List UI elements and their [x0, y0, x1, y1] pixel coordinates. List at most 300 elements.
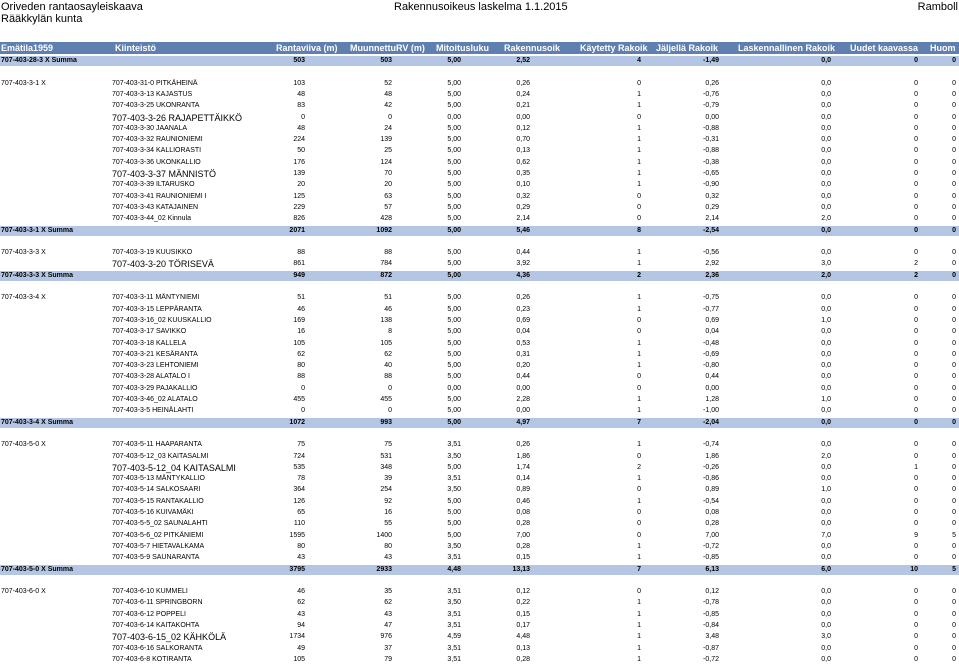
- cell-col-10: 0: [952, 486, 956, 494]
- cell-col-9: 0: [914, 441, 918, 449]
- cell-col-2: 949: [293, 271, 305, 279]
- cell-col-9: 0: [914, 181, 918, 189]
- table-row: [0, 542, 959, 552]
- cell-col-9: 0: [914, 486, 918, 494]
- cell-col-3: 80: [384, 542, 392, 550]
- cell-col-7: -0,56: [703, 249, 719, 257]
- cell-col-4: 5,00: [447, 316, 461, 324]
- cell-col-2: 50: [297, 147, 305, 155]
- cell-col-0: 707-403-5-0 X Summa: [1, 565, 73, 573]
- cell-col-3: 43: [384, 610, 392, 618]
- cell-col-3: 43: [384, 554, 392, 562]
- cell-col-5: 0,04: [516, 328, 530, 336]
- cell-col-9: 0: [914, 294, 918, 302]
- cell-col-6: 1: [637, 181, 641, 189]
- cell-col-1: 707-403-3-28 ALATALO I: [112, 373, 190, 381]
- cell-col-4: 5,00: [447, 271, 461, 279]
- cell-col-7: 2,92: [705, 260, 719, 268]
- cell-col-5: 0,15: [516, 610, 530, 618]
- cell-col-9: 0: [914, 622, 918, 629]
- cell-col-8: 0,0: [821, 509, 831, 516]
- table-row: [0, 113, 959, 123]
- cell-col-10: 0: [952, 260, 956, 268]
- cell-col-0: 707-403-3-1 X: [1, 79, 46, 87]
- cell-col-6: 1: [637, 475, 641, 483]
- cell-col-2: 0: [301, 407, 305, 415]
- cell-col-2: 105: [293, 339, 305, 347]
- cell-col-8: 0,0: [821, 203, 831, 211]
- cell-col-6: 1: [637, 350, 641, 358]
- cell-col-4: 0,00: [447, 113, 461, 121]
- cell-col-2: 80: [297, 362, 305, 370]
- cell-col-4: 5,00: [447, 124, 461, 132]
- cell-col-6: 1: [637, 633, 641, 641]
- cell-col-7: -0,85: [703, 554, 719, 562]
- cell-col-2: 43: [297, 554, 305, 562]
- cell-col-10: 0: [952, 610, 956, 618]
- spacer-row: [0, 282, 959, 292]
- cell-col-5: 0,12: [516, 124, 530, 132]
- cell-col-3: 48: [384, 90, 392, 98]
- cell-col-2: 46: [297, 588, 305, 596]
- cell-col-6: 0: [637, 531, 641, 539]
- cell-col-8: 2,0: [821, 452, 831, 460]
- table-row: [0, 497, 959, 507]
- cell-col-3: 24: [384, 124, 392, 132]
- cell-col-3: 75: [384, 441, 392, 449]
- cell-col-3: 70: [384, 170, 392, 177]
- cell-col-5: 2,14: [516, 215, 530, 223]
- cell-col-10: 0: [952, 181, 956, 189]
- cell-col-4: 5,00: [447, 520, 461, 528]
- cell-col-6: 0: [637, 192, 641, 200]
- cell-col-4: 3,51: [447, 554, 461, 562]
- cell-col-5: 0,22: [516, 599, 530, 607]
- cell-col-2: 535: [293, 463, 305, 471]
- cell-col-3: 20: [384, 181, 392, 189]
- cell-col-3: 51: [384, 294, 392, 302]
- cell-col-8: 0,0: [821, 328, 831, 336]
- cell-col-4: 5,00: [447, 463, 461, 471]
- cell-col-4: 3,50: [447, 542, 461, 550]
- cell-col-7: -0,65: [703, 170, 719, 177]
- cell-col-10: 0: [952, 407, 956, 415]
- cell-col-10: 0: [952, 373, 956, 381]
- cell-col-10: 0: [952, 622, 956, 629]
- cell-col-4: 3,51: [447, 588, 461, 596]
- cell-col-6: 0: [637, 520, 641, 528]
- cell-col-9: 0: [914, 203, 918, 211]
- cell-col-5: 0,44: [516, 249, 530, 257]
- cell-col-7: 2,36: [705, 271, 719, 279]
- cell-col-2: 20: [297, 181, 305, 189]
- spacer-row: [0, 429, 959, 439]
- cell-col-5: 0,29: [516, 203, 530, 211]
- cell-col-8: 0,0: [821, 339, 831, 347]
- cell-col-1: 707-403-3-16_02 KUUSKALLIO: [112, 316, 212, 324]
- cell-col-5: 0,69: [516, 316, 530, 324]
- table-row: [0, 192, 959, 202]
- cell-col-7: 0,44: [705, 373, 719, 381]
- cell-col-1: 707-403-6-14 KAITAKOHTA: [112, 622, 200, 629]
- cell-col-8: 0,0: [821, 113, 831, 121]
- cell-col-10: 0: [952, 633, 956, 641]
- cell-col-8: 1,0: [821, 486, 831, 494]
- cell-col-9: 0: [914, 554, 918, 562]
- cell-col-3: 2933: [376, 565, 392, 573]
- cell-col-1: 707-403-3-36 UKONKALLIO: [112, 158, 201, 166]
- cell-col-3: 46: [384, 305, 392, 313]
- cell-col-9: 0: [914, 497, 918, 505]
- cell-col-1: 707-403-6-10 KUMMELI: [112, 588, 188, 596]
- cell-col-7: 3,48: [705, 633, 719, 641]
- cell-col-3: 88: [384, 373, 392, 381]
- cell-col-10: 0: [952, 305, 956, 313]
- cell-col-0: 707-403-6-0 X: [1, 588, 46, 596]
- cell-col-3: 88: [384, 249, 392, 257]
- cell-col-10: 0: [952, 396, 956, 403]
- cell-col-2: 826: [293, 215, 305, 223]
- cell-col-5: 0,28: [516, 520, 530, 528]
- cell-col-8: 0,0: [821, 622, 831, 629]
- cell-col-9: 0: [914, 644, 918, 652]
- cell-col-10: 0: [952, 542, 956, 550]
- cell-col-1: 707-403-3-21 KESÄRANTA: [112, 350, 198, 358]
- cell-col-10: 0: [952, 554, 956, 562]
- cell-col-8: 1,0: [821, 396, 831, 403]
- cell-col-1: 707-403-3-25 UKONRANTA: [112, 102, 200, 110]
- cell-col-1: 707-403-5-12_03 KAITASALMI: [112, 452, 209, 460]
- cell-col-3: 79: [384, 655, 392, 663]
- cell-col-3: 39: [384, 475, 392, 483]
- cell-col-3: 62: [384, 350, 392, 358]
- cell-col-2: 48: [297, 124, 305, 132]
- cell-col-1: 707-403-5-14 SALKOSAARI: [112, 486, 201, 494]
- cell-col-0: 707-403-3-3 X: [1, 249, 46, 257]
- cell-col-10: 0: [952, 452, 956, 460]
- cell-col-3: 0: [388, 384, 392, 392]
- cell-col-10: 0: [952, 339, 956, 347]
- cell-col-2: 2071: [289, 226, 305, 234]
- cell-col-1: 707-403-3-39 ILTARUSKO: [112, 181, 195, 189]
- table-row: [0, 316, 959, 326]
- cell-col-6: 1: [637, 655, 641, 663]
- cell-col-10: 0: [952, 102, 956, 110]
- cell-col-3: 8: [388, 328, 392, 336]
- cell-col-2: 455: [293, 396, 305, 403]
- cell-col-3: 976: [380, 633, 392, 641]
- cell-col-4: 5,00: [447, 531, 461, 539]
- cell-col-10: 0: [952, 644, 956, 652]
- cell-col-4: 5,00: [447, 350, 461, 358]
- cell-col-3: 63: [384, 192, 392, 200]
- cell-col-1: 707-403-3-34 KALLIORASTI: [112, 147, 202, 155]
- cell-col-6: 0: [637, 328, 641, 336]
- cell-col-3: 531: [380, 452, 392, 460]
- cell-col-7: -0,86: [703, 475, 719, 483]
- cell-col-7: 0,28: [705, 520, 719, 528]
- cell-col-5: 3,92: [516, 260, 530, 268]
- cell-col-9: 0: [914, 113, 918, 121]
- cell-col-10: 0: [952, 316, 956, 324]
- cell-col-5: 0,13: [516, 644, 530, 652]
- cell-col-8: 0,0: [821, 181, 831, 189]
- cell-col-6: 0: [637, 588, 641, 596]
- cell-col-5: 1,74: [516, 463, 530, 471]
- cell-col-9: 0: [914, 509, 918, 516]
- table-row: [0, 350, 959, 360]
- cell-col-1: 707-403-3-11 MÄNTYNIEMI: [112, 294, 200, 302]
- cell-col-8: 0,0: [821, 610, 831, 618]
- cell-col-0: 707-403-3-4 X Summa: [1, 418, 73, 426]
- cell-col-4: 5,00: [447, 407, 461, 415]
- cell-col-10: 0: [952, 418, 956, 426]
- summary-row: [0, 226, 959, 236]
- cell-col-10: 0: [952, 57, 956, 64]
- cell-col-9: 0: [914, 418, 918, 426]
- cell-col-7: 7,00: [705, 531, 719, 539]
- cell-col-10: 0: [952, 655, 956, 663]
- cell-col-4: 3,51: [447, 655, 461, 663]
- cell-col-6: 1: [637, 136, 641, 144]
- cell-col-1: 707-403-3-23 LEHTONIEMI: [112, 362, 199, 370]
- cell-col-6: 1: [637, 102, 641, 110]
- cell-col-6: 0: [637, 373, 641, 381]
- cell-col-3: 138: [380, 316, 392, 324]
- summary-row: [0, 565, 959, 575]
- cell-col-1: 707-403-5-7 HIETAVALKAMA: [112, 542, 205, 550]
- table-row: [0, 655, 959, 665]
- cell-col-1: 707-403-3-15 LEPPÄRANTA: [112, 305, 202, 313]
- cell-col-3: 62: [384, 599, 392, 607]
- cell-col-8: 0,0: [821, 497, 831, 505]
- cell-col-7: -0,69: [703, 350, 719, 358]
- cell-col-7: -0,31: [703, 136, 719, 144]
- cell-col-7: 0,26: [705, 79, 719, 87]
- cell-col-1: 707-403-3-19 KUUSIKKO: [112, 249, 193, 257]
- cell-col-8: 0,0: [821, 90, 831, 98]
- cell-col-4: 5,00: [447, 203, 461, 211]
- cell-col-8: 0,0: [821, 407, 831, 415]
- cell-col-5: 0,89: [516, 486, 530, 494]
- cell-col-6: 0: [637, 486, 641, 494]
- cell-col-9: 0: [914, 305, 918, 313]
- cell-col-4: 5,00: [447, 328, 461, 336]
- cell-col-8: 0,0: [821, 441, 831, 449]
- cell-col-4: 5,00: [447, 79, 461, 87]
- cell-col-9: 0: [914, 362, 918, 370]
- cell-col-7: -0,74: [703, 441, 719, 449]
- cell-col-9: 0: [914, 170, 918, 177]
- cell-col-2: 125: [293, 192, 305, 200]
- cell-col-4: 5,00: [447, 509, 461, 516]
- column-header: MuunnettuRV (m): [350, 43, 425, 53]
- cell-col-4: 5,00: [447, 57, 461, 64]
- cell-col-6: 1: [637, 90, 641, 98]
- cell-col-8: 0,0: [821, 124, 831, 132]
- cell-col-5: 0,46: [516, 497, 530, 505]
- cell-col-6: 7: [637, 565, 641, 573]
- cell-col-5: 0,14: [516, 475, 530, 483]
- cell-col-9: 0: [914, 79, 918, 87]
- cell-col-9: 10: [910, 565, 918, 573]
- cell-col-9: 2: [914, 260, 918, 268]
- cell-col-10: 0: [952, 158, 956, 166]
- cell-col-3: 105: [380, 339, 392, 347]
- cell-col-2: 94: [297, 622, 305, 629]
- cell-col-4: 3,51: [447, 622, 461, 629]
- cell-col-7: -2,54: [703, 226, 719, 234]
- table-row: [0, 587, 959, 597]
- cell-col-0: 707-403-3-3 X Summa: [1, 271, 73, 279]
- cell-col-9: 0: [914, 655, 918, 663]
- cell-col-9: 0: [914, 599, 918, 607]
- cell-col-8: 6,0: [821, 565, 831, 573]
- cell-col-3: 0: [388, 407, 392, 415]
- cell-col-9: 0: [914, 57, 918, 64]
- table-row: [0, 395, 959, 405]
- cell-col-7: -2,04: [703, 418, 719, 426]
- column-header: Käytetty Rakoik: [580, 43, 648, 53]
- cell-col-6: 1: [637, 441, 641, 449]
- cell-col-10: 0: [952, 136, 956, 144]
- cell-col-6: 1: [637, 407, 641, 415]
- cell-col-9: 0: [914, 339, 918, 347]
- cell-col-1: 707-403-6-11 SPRINGBORN: [112, 599, 203, 607]
- cell-col-10: 5: [952, 531, 956, 539]
- cell-col-1: 707-403-5-5_02 SAUNALAHTI: [112, 520, 208, 528]
- table-row: [0, 452, 959, 462]
- cell-col-7: 0,04: [705, 328, 719, 336]
- cell-col-3: 455: [380, 396, 392, 403]
- cell-col-6: 0: [637, 384, 641, 392]
- cell-col-8: 0,0: [821, 249, 831, 257]
- cell-col-5: 0,28: [516, 542, 530, 550]
- cell-col-4: 5,00: [447, 418, 461, 426]
- cell-col-8: 2,0: [821, 271, 831, 279]
- cell-col-1: 707-403-5-12_04 KAITASALMI: [112, 462, 236, 473]
- table-row: [0, 598, 959, 608]
- table-row: [0, 485, 959, 495]
- cell-col-5: 0,15: [516, 554, 530, 562]
- cell-col-1: 707-403-5-11 HAAPARANTA: [112, 441, 202, 449]
- cell-col-1: 707-403-5-13 MÄNTYKALLIO: [112, 475, 205, 483]
- cell-col-8: 0,0: [821, 158, 831, 166]
- table-row: [0, 124, 959, 134]
- column-header: Mitoitusluku: [436, 43, 489, 53]
- cell-col-5: 4,48: [516, 633, 530, 641]
- cell-col-10: 0: [952, 350, 956, 358]
- cell-col-9: 0: [914, 124, 918, 132]
- cell-col-4: 5,00: [447, 226, 461, 234]
- cell-col-6: 1: [637, 305, 641, 313]
- spacer-row: [0, 237, 959, 247]
- cell-col-8: 0,0: [821, 554, 831, 562]
- table-row: [0, 101, 959, 111]
- cell-col-6: 1: [637, 362, 641, 370]
- table-row: [0, 644, 959, 654]
- cell-col-1: 707-403-3-29 PAJAKALLIO: [112, 384, 198, 392]
- cell-col-8: 0,0: [821, 644, 831, 652]
- cell-col-6: 1: [637, 644, 641, 652]
- cell-col-7: 6,13: [705, 565, 719, 573]
- table-row: [0, 339, 959, 349]
- cell-col-2: 139: [293, 170, 305, 177]
- cell-col-9: 0: [914, 147, 918, 155]
- cell-col-9: 9: [914, 531, 918, 539]
- table-row: [0, 90, 959, 100]
- cell-col-2: 1072: [289, 418, 305, 426]
- cell-col-4: 5,00: [447, 170, 461, 177]
- cell-col-10: 0: [952, 215, 956, 223]
- cell-col-10: 0: [952, 441, 956, 449]
- cell-col-6: 0: [637, 452, 641, 460]
- cell-col-8: 0,0: [821, 170, 831, 177]
- cell-col-2: 176: [293, 158, 305, 166]
- cell-col-9: 0: [914, 542, 918, 550]
- cell-col-2: 364: [293, 486, 305, 494]
- cell-col-8: 0,0: [821, 305, 831, 313]
- cell-col-5: 2,28: [516, 396, 530, 403]
- cell-col-10: 0: [952, 192, 956, 200]
- cell-col-1: 707-403-6-15_02 KÄHKÖLÄ: [112, 632, 227, 643]
- cell-col-2: 0: [301, 113, 305, 121]
- cell-col-9: 0: [914, 249, 918, 257]
- cell-col-3: 254: [380, 486, 392, 494]
- cell-col-10: 0: [952, 249, 956, 257]
- cell-col-10: 0: [952, 147, 956, 155]
- cell-col-3: 37: [384, 644, 392, 652]
- cell-col-1: 707-403-3-5 HEINÄLAHTI: [112, 407, 194, 415]
- cell-col-3: 872: [380, 271, 392, 279]
- cell-col-1: 707-403-3-30 JAANALA: [112, 124, 188, 132]
- cell-col-7: 0,08: [705, 509, 719, 516]
- cell-col-1: 707-403-6-16 SALKORANTA: [112, 644, 203, 652]
- cell-col-2: 83: [297, 102, 305, 110]
- cell-col-4: 3,51: [447, 610, 461, 618]
- cell-col-1: 707-403-6-8 KOTIRANTA: [112, 655, 192, 663]
- table-row: [0, 248, 959, 258]
- cell-col-8: 0,0: [821, 520, 831, 528]
- cell-col-5: 0,26: [516, 79, 530, 87]
- cell-col-5: 1,86: [516, 452, 530, 460]
- cell-col-3: 47: [384, 622, 392, 629]
- cell-col-1: 707-403-3-37 MÄNNISTÖ: [112, 169, 217, 179]
- cell-col-7: -0,88: [703, 147, 719, 155]
- table-row: [0, 169, 959, 179]
- cell-col-10: 0: [952, 475, 956, 483]
- cell-col-2: 1595: [289, 531, 305, 539]
- column-header: Huom: [930, 43, 956, 53]
- cell-col-5: 13,13: [512, 565, 530, 573]
- cell-col-5: 0,00: [516, 384, 530, 392]
- column-header: Kiinteistö: [115, 43, 157, 53]
- cell-col-8: 1,0: [821, 316, 831, 324]
- cell-col-4: 5,00: [447, 136, 461, 144]
- cell-col-7: -1,49: [703, 57, 719, 64]
- cell-col-7: -0,72: [703, 655, 719, 663]
- table-row: [0, 384, 959, 394]
- cell-col-5: 0,23: [516, 305, 530, 313]
- table-column-headers: [0, 42, 959, 54]
- column-header: Rakennusoik: [504, 43, 561, 53]
- cell-col-2: 75: [297, 441, 305, 449]
- cell-col-2: 724: [293, 452, 305, 460]
- table-row: [0, 474, 959, 484]
- cell-col-5: 4,36: [516, 271, 530, 279]
- table-row: [0, 146, 959, 156]
- cell-col-5: 0,10: [516, 181, 530, 189]
